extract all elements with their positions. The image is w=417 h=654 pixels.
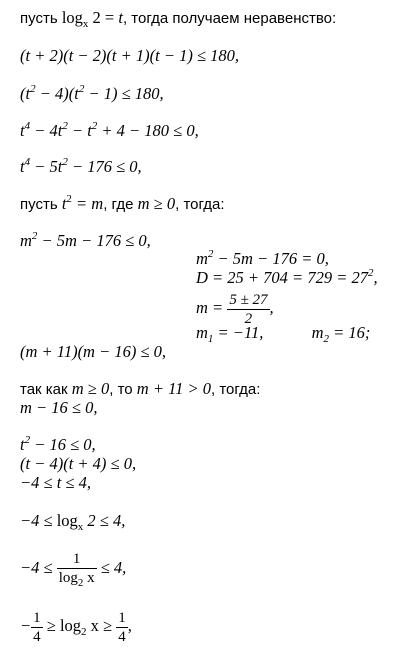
- quarter-fraction-right: $\frac{1}{4}$: [118, 609, 126, 645]
- reciprocal-log-range: −4 ≤ $\frac{1}{\log_2 x}$ ≤ 4,: [20, 551, 127, 590]
- inequality-quadratic-m: $m^2 - 5m - 176 \le 0$,: [20, 230, 151, 250]
- log-range: $-4 \le \log_x 2 \le 4$,: [20, 511, 126, 533]
- substitution-m: пусть $t^2 = m$, где m ≥ 0, тогда:: [20, 193, 225, 213]
- log2-range: − $\frac{1}{4}$ ≥ $\log_2 x$ ≥ $\frac{1}{4}$ ,: [20, 609, 132, 645]
- inequality-t-squared: $t^2 - 16 \le 0$,: [20, 434, 96, 454]
- discriminant: $D = 25 + 704 = 729 = 27^2$,: [196, 267, 378, 287]
- inequality-biquadratic: $t^4 - 5t^2 - 176 \le 0$,: [20, 156, 142, 176]
- inequality-product: (t + 2)(t − 2)(t + 1)(t − 1) ≤ 180,: [20, 46, 240, 65]
- inequality-expanded: $t^4 - 4t^2 - t^2 + 4 - 180 \le 0$,: [20, 120, 199, 140]
- roots-values: $m_1 = -11$, $m_2 = 16$;: [196, 323, 371, 345]
- equation-quadratic-m: $m^2 - 5m - 176 = 0$,: [196, 248, 329, 268]
- t-range: −4 ≤ t ≤ 4,: [20, 473, 91, 492]
- inequality-factored-m: (m + 11)(m − 16) ≤ 0,: [20, 342, 167, 361]
- since-condition: так как m ≥ 0, то m + 11 > 0, тогда:: [20, 379, 261, 398]
- reciprocal-fraction: $\frac{1}{\log_2 x}$: [58, 551, 95, 590]
- roots-formula: m = $\frac{5 \pm 27}{2}$ ,: [196, 291, 274, 327]
- inequality-m-bound: m − 16 ≤ 0,: [20, 398, 98, 417]
- substitution-intro: пусть $\log_x 2 = t$, тогда получаем неравенство:: [20, 8, 337, 30]
- inequality-t-factored: (t − 4)(t + 4) ≤ 0,: [20, 454, 137, 473]
- quarter-fraction-left: $\frac{1}{4}$: [33, 609, 41, 645]
- roots-fraction: $\frac{5 \pm 27}{2}$: [229, 291, 268, 327]
- inequality-grouped: $(t^2 - 4)(t^2 - 1) \le 180$,: [20, 83, 164, 103]
